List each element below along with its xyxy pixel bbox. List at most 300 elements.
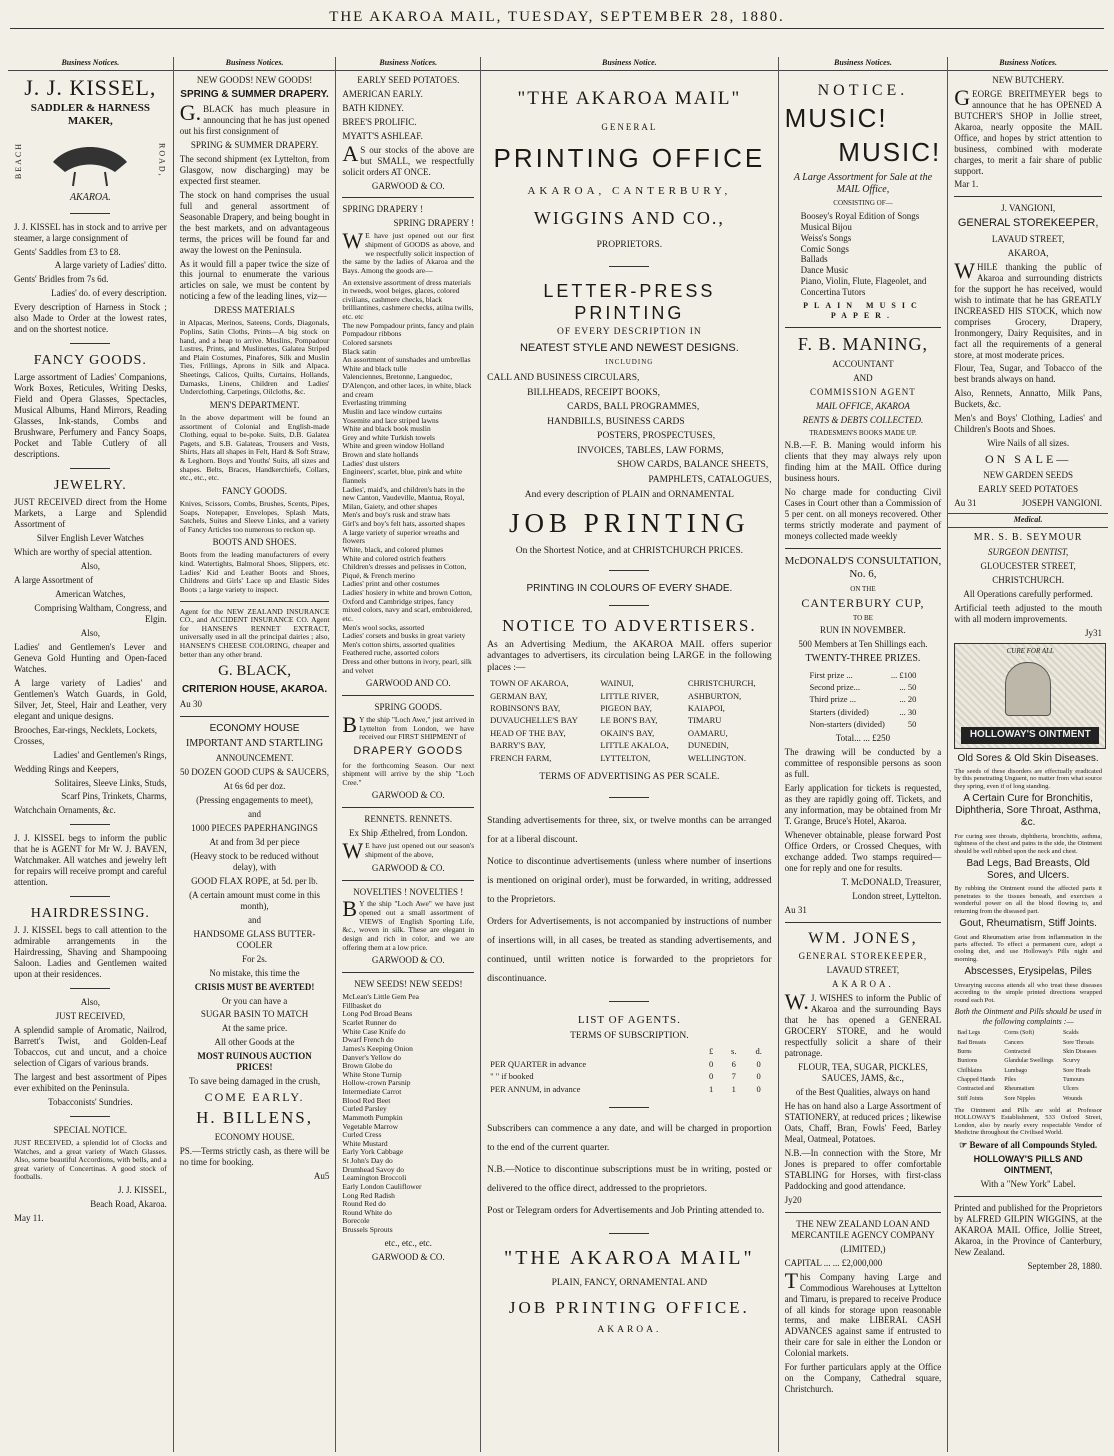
mcdonald-heading: McDONALD'S CONSULTATION, No. 6, xyxy=(784,554,942,581)
akaroa-mail-title: "THE AKAROA MAIL" xyxy=(517,87,742,109)
letterpress-line: OF EVERY DESCRIPTION IN xyxy=(556,327,702,338)
pointing-hand-icon: ☞ xyxy=(959,1139,970,1150)
table-cell: Wounds xyxy=(1062,1095,1083,1102)
billens-name: H. BILLENS, xyxy=(196,1107,314,1127)
season-text: for the forthcoming Season. Our next shipment will arrive by the ship "Loch Cree." xyxy=(342,760,475,787)
table-row xyxy=(807,669,920,681)
table-cell: PIGEON BAY, xyxy=(600,703,652,714)
sundries-text: Tobacconists' Sundries. xyxy=(48,1096,133,1107)
jewelry-line: Which are worthy of special attention. xyxy=(14,547,152,558)
jewelry-line: Solitaires, Sleeve Links, Studs, xyxy=(54,777,167,788)
kissel-title: J. J. KISSEL, xyxy=(24,74,157,100)
maning-charges: No charge made for conducting Civil Cases in Court other than a Commission of 5 per cent. on all moneys recovered. Other terms strictly moderate and payment of moneys collected made weekly xyxy=(784,487,942,541)
printing-list-item: INVOICES, TABLES, LAW FORMS, xyxy=(577,445,724,456)
dress-heading: DRESS MATERIALS xyxy=(214,305,295,316)
table-row xyxy=(954,1057,1102,1066)
table-cell: 0 xyxy=(708,1058,714,1069)
table-cell: Chilblains xyxy=(957,1067,982,1074)
list-item: Feathered ruche, assorted colors xyxy=(342,648,440,658)
kissel-line: A large variety of Ladies' ditto. xyxy=(54,260,167,271)
garwood-sign: GARWOOD & CO. xyxy=(371,955,445,966)
divider xyxy=(70,988,110,989)
table-cell: ROBINSON'S BAY, xyxy=(490,703,561,714)
divider xyxy=(70,343,110,344)
publication-date: September 28, 1880. xyxy=(1027,1260,1102,1271)
akaroa-line: AKAROA, xyxy=(1007,247,1049,258)
list-item: Curled Parsley xyxy=(342,1104,387,1114)
garwood-sign: GARWOOD & CO. xyxy=(371,790,445,801)
table-cell: 50 xyxy=(907,718,917,729)
divider xyxy=(954,196,1102,197)
garwood-intro: WE have just opened out our first shipment of GOODS as above, and we respectfully solicit inspection of the same by the ladies of Akaroa and the Bays. Among the goods are— xyxy=(342,228,475,275)
table-cell: Contracted xyxy=(1004,1049,1031,1056)
list-item: James's Keeping Onion xyxy=(342,1043,413,1053)
sold-text: The Ointment and Pills are sold at Professor HOLLOWAY'S Establishment, 533 Oxford Street, London, also by nearly every respectable Vendor of Medicine throughout the Civilised World. xyxy=(954,1106,1102,1137)
potato-item: AMERICAN EARLY. xyxy=(342,88,423,99)
table-cell: Starters (divided) xyxy=(809,706,869,717)
seated-figure-icon xyxy=(1005,662,1051,716)
fancy-text: Knives, Scissors, Combs, Brushes, Scents, Pipes, Soaps, Notepaper, Envelopes, Splash Mats, Satchels, Suites and Sleeve Links, and a variety of Fancy Articles too numerous to reckon up. xyxy=(179,498,330,534)
seymour-name: MR. S. B. SEYMOUR xyxy=(973,531,1083,543)
table-cell: 1 xyxy=(731,1083,736,1094)
list-item: Yosemite and lace striped lawns xyxy=(342,415,439,425)
list-item: Dance Music xyxy=(800,265,849,276)
loch-awe-text: BY the ship "Loch Awe," just arrived in Lyttelton from London, we have received our FIRST SHIPMENT of xyxy=(342,712,475,742)
complaints-intro: Both the Ointment and Pills should be used in the following complaints :— xyxy=(954,1006,1102,1026)
black-space: As it would fill a paper twice the size of this journal to enumerate the various articles on sale, we must be content by noticing a few of the leading lines, viz— xyxy=(179,258,330,302)
potato-item: MYATT'S ASHLEAF. xyxy=(342,130,423,141)
table-cell: Burns xyxy=(957,1049,972,1056)
table-cell: DUNEDIN, xyxy=(687,740,729,751)
economy-line: GOOD FLAX ROPE, at 5d. per lb. xyxy=(191,875,318,886)
legs-heading: Bad Legs, Bad Breasts, Old Sores, and Ulcers. xyxy=(966,858,1090,882)
divider xyxy=(785,548,942,549)
jewelry-line: Also, xyxy=(80,561,100,572)
on-the-label: ON THE xyxy=(850,584,876,593)
seed-list xyxy=(342,993,474,1235)
divider xyxy=(785,1212,942,1213)
divider xyxy=(342,807,474,808)
breitmeyer-text: GEORGE BREITMEYER begs to announce that he has OPENED A BUTCHER'S SHOP in Jollie street, Akaroa, nearly opposite the MAIL Office, and hopes by strict attention to business, combined with moderate charges, to merit a fair share of public support. xyxy=(954,84,1102,176)
table-row xyxy=(487,714,771,726)
list-of-agents: LIST OF AGENTS. xyxy=(577,1014,681,1027)
table-cell: HEAD OF THE BAY, xyxy=(490,727,566,738)
vangioni-name: J. VANGIONI, xyxy=(1001,203,1056,214)
list-item: Leamington Broccoli xyxy=(342,1173,407,1183)
table-row xyxy=(807,693,920,705)
divider xyxy=(342,972,474,973)
imprint: Printed and published for the Proprietors by ALFRED GILPIN WIGGINS, at the AKAROA MAIL Office, Jollie Street, Akaroa, in the Province of Canterbury, New Zealand. xyxy=(954,1202,1102,1257)
including-label: INCLUDING xyxy=(605,358,654,367)
economy-line: All other Goods at the xyxy=(214,1037,295,1048)
company-further: For further particulars apply at the Office on the Company, Cathedral square, Christchurch. xyxy=(784,1362,942,1395)
ad-date: Mar 1. xyxy=(954,179,979,190)
spring-drapery: SPRING DRAPERY ! xyxy=(342,204,424,215)
rents-collected: RENTS & DEBTS COLLECTED. xyxy=(802,414,924,425)
table-header: d. xyxy=(755,1046,762,1057)
akaroa-line: AKAROA. xyxy=(832,979,894,990)
kissel-line: Gents' Bridles from 7s 6d. xyxy=(14,274,109,285)
books-made-up: TRADESMEN'S BOOKS MADE UP. xyxy=(809,428,917,437)
table-cell: BARRY'S BAY, xyxy=(490,740,546,751)
list-item: Hollow-crown Parsnip xyxy=(342,1078,411,1088)
table-cell: Skin Diseases xyxy=(1062,1049,1097,1056)
company-text: This Company having Large and Commodious Warehouses at Lyttelton and Timaru, is prepared to receive Produce of all kinds for storage upon reasonable terms, and make LIBERAL CASH ADVANCES against same if entrusted to their care for sale in either the London or Colonial markets. xyxy=(784,1267,942,1359)
vangioni-rennets: Also, Rennets, Annatto, Milk Pans, Buckets, &c. xyxy=(954,388,1102,410)
list-item: White and green window Holland xyxy=(342,441,445,451)
dress-text: in Alpacas, Merinos, Sateens, Cords, Diagonals, Poplins, Satin Cloths, Prints—A big stock on hand, and a heap to arrive. Muslins, Pompadour Lustres, Prints, and Muslinettes, Galatea Striped and Plain Costumes, Pinafores, Silk and Muslin Ties, Frillings, Aprons in Silk and Alpaca. Sheetings, Calicos, Quilts, Curtains, Hollands, Damasks, Linens, Children and Ladies' Underclothing, Carpetings, Oilcloths, &c. xyxy=(179,318,330,397)
saddle-illustration-icon xyxy=(45,132,135,188)
table-cell: Bad Legs xyxy=(957,1030,981,1037)
kissel-intro: J. J. KISSEL has in stock and to arrive per steamer, a large consignment of xyxy=(14,221,167,243)
divider xyxy=(70,824,110,825)
treasurer-sign: T. McDONALD, Treasurer, xyxy=(841,876,942,887)
potato-item: BREE'S PROLIFIC. xyxy=(342,116,417,127)
column-4 xyxy=(481,57,778,1452)
spring-drapery-heading: SPRING & SUMMER DRAPERY. xyxy=(180,88,329,100)
table-row xyxy=(954,1076,1102,1085)
table-cell: ... 30 xyxy=(899,706,917,717)
ad-date: May 11. xyxy=(14,1212,44,1223)
table-cell: Stiff Joints xyxy=(957,1095,984,1102)
potato-item: BATH KIDNEY. xyxy=(342,102,404,113)
kissel-subtitle: SADDLER & HARNESS MAKER, xyxy=(30,101,150,127)
notice-heading: NOTICE. xyxy=(817,81,909,99)
kissel-harness: Every description of Harness in Stock ; also Made to Order at the lowest rates, and on the shortest notice. xyxy=(14,302,167,335)
gout-heading: Gout, Rheumatism, Stiff Joints. xyxy=(959,918,1097,930)
table-row xyxy=(487,1083,771,1095)
jones-storekeeper: GENERAL STOREKEEPER, xyxy=(798,951,928,962)
table-cell: Glandular Swellings xyxy=(1004,1058,1054,1065)
black-name: G. BLACK, xyxy=(218,663,292,680)
table-cell: 6 xyxy=(731,1058,736,1069)
table-cell: Bad Breasts xyxy=(957,1039,987,1046)
list-item: White Mustard xyxy=(342,1138,388,1148)
insurance-agent: Agent for the NEW ZEALAND INSURANCE CO., and ACCIDENT INSURANCE CO. Agent for HANSEN'S RENNET EXTRACT, universally used in all the principal dairies ; also, HANSEN'S CHEESE COLORING, cheaper and better than any other brand. xyxy=(179,606,330,659)
garden-seeds: NEW GARDEN SEEDS xyxy=(983,469,1074,480)
table-cell: 1 xyxy=(708,1083,714,1094)
table-header: £ xyxy=(708,1046,714,1057)
list-item: Girl's and boy's felt hats, assorted shapes xyxy=(342,519,465,529)
akaroa-mail-title-2: "THE AKAROA MAIL" xyxy=(504,1246,755,1269)
ad-date: Jy31 xyxy=(1084,627,1102,638)
printing-list-item: CALL AND BUSINESS CIRCULARS, xyxy=(487,372,640,383)
table-cell: ... £100 xyxy=(890,669,917,680)
list-item: Colored sarsnets xyxy=(342,337,393,347)
list-item: White Stone Turnip xyxy=(342,1069,402,1079)
sores-heading: Old Sores & Old Skin Diseases. xyxy=(957,752,1099,764)
list-item: Brown Globe do xyxy=(342,1061,393,1071)
divider xyxy=(180,716,330,717)
circulation-table xyxy=(487,677,771,764)
divider xyxy=(609,797,649,798)
list-item: Musical Bijou xyxy=(800,221,852,232)
just-received: JUST RECEIVED, xyxy=(55,1011,126,1022)
economy-line: At the same price. xyxy=(221,1023,288,1034)
neatest-line: NEATEST STYLE AND NEWEST DESIGNS. xyxy=(519,342,739,355)
table-cell: First prize ... xyxy=(809,669,853,680)
list-item: Everlasting trimming xyxy=(342,398,407,408)
garwood-stocks: AS our stocks of the above are but SMALL, we respectfully solicit orders AT ONCE. xyxy=(342,140,475,177)
and-label: AND xyxy=(853,372,873,383)
list-item: Scarlet Runner do xyxy=(342,1018,397,1028)
limited-label: (LIMITED,) xyxy=(840,1243,886,1254)
list-item: Borecole xyxy=(342,1216,370,1226)
list-item: St John's Day do xyxy=(342,1156,393,1166)
list-item: White and colored ostrich feathers xyxy=(342,553,446,563)
table-row xyxy=(487,727,771,739)
notice-advertisers-heading: NOTICE TO ADVERTISERS. xyxy=(502,615,757,635)
fancy-goods-title: FANCY GOODS. xyxy=(33,353,147,369)
column-3 xyxy=(336,57,481,1452)
divider xyxy=(70,468,110,469)
list-item: Brown and slate hollands xyxy=(342,450,419,460)
on-sale-heading: ON SALE— xyxy=(984,452,1072,467)
jewelry-line: Silver English Lever Watches xyxy=(36,533,144,544)
subscribers-text: Subscribers can commence a any date, and will be charged in proportion to the end of the current quarter. xyxy=(487,1123,772,1153)
novelties-text: BY the ship "Loch Awe" we have just opened out a small assortment of VIEWS of English Sporting Life, &c., woven in silk. These are elegant in design and rich in color, and we are offering them at a low price. xyxy=(342,896,475,952)
mail-office: MAIL OFFICE, AKAROA xyxy=(815,400,910,411)
cigars-text: A splendid sample of Aromatic, Nailrod, Barrett's Twist, and Golden-Leaf Tobaccos, cut and uncut, and a choice selection of Cigars of various brands. xyxy=(14,1025,167,1069)
general-storekeeper: GENERAL STOREKEEPER, xyxy=(957,217,1099,230)
economy-line: To save being damaged in the crush, xyxy=(189,1076,321,1087)
etc-line: etc., etc., etc. xyxy=(384,1237,432,1248)
rennets-text: WE have just opened out our season's shipment of the above, xyxy=(342,838,475,864)
black-intro: G.BLACK has much pleasure in announcing that he has just opened out his first consignment of xyxy=(179,99,330,136)
table-cell: Lumbago xyxy=(1004,1067,1028,1074)
table-row xyxy=(487,739,771,751)
gloucester-street: GLOUCESTER STREET, xyxy=(980,560,1076,571)
job-printing-office: JOB PRINTING OFFICE. xyxy=(508,1297,750,1317)
economy-line: (A certain amount must come in this month), xyxy=(189,889,321,911)
table-cell: DUVAUCHELLE'S BAY xyxy=(490,715,578,726)
table-cell: OKAIN'S BAY, xyxy=(600,727,655,738)
table-cell: WELLINGTON. xyxy=(687,752,747,763)
also-line: Also, xyxy=(80,997,100,1008)
list-item: Comic Songs xyxy=(800,243,849,254)
mens-heading: MEN'S DEPARTMENT. xyxy=(209,399,300,410)
column-header: Business Notices. xyxy=(948,57,1108,71)
post-text: Post or Telegram orders for Advertisements and Job Printing attended to. xyxy=(487,1205,765,1216)
table-cell: ... 20 xyxy=(899,694,917,705)
list-item: Danver's Yellow do xyxy=(342,1052,402,1062)
jones-best: of the Best Qualities, always on hand xyxy=(795,1087,931,1098)
table-cell: Bunions xyxy=(957,1058,978,1065)
column-6 xyxy=(948,57,1108,1452)
column-2 xyxy=(174,57,337,1452)
garwood-sign: GARWOOD & CO. xyxy=(371,862,445,873)
job-printing-heading: JOB PRINTING xyxy=(508,508,750,539)
table-cell: Third prize ... xyxy=(809,694,857,705)
table-cell: Corns (Soft) xyxy=(1004,1030,1035,1037)
beware-line xyxy=(954,1140,1102,1151)
prize-table xyxy=(807,669,920,731)
jones-stabling: N.B.—In connection with the Store, Mr Jones is prepared to offer comfortable STABLING for Horses, with first-class Paddocking and good attendance. xyxy=(784,1147,942,1191)
list-item: White and black book muslin xyxy=(342,424,431,434)
drapery-goods-heading: DRAPERY GOODS xyxy=(353,745,464,758)
list-item: White Case Knife do xyxy=(342,1026,406,1036)
economy-line: For 2s. xyxy=(242,953,268,964)
column-5 xyxy=(779,57,949,1452)
jewelry-title: JEWELRY. xyxy=(54,478,127,494)
special-notice-text: JUST RECEIVED, a splendid lot of Clocks and Watches, and a great variety of Watch Glasses. Also, some beautiful Accordions, with bells, and a great variety of Concertinas. A good stock of footballs. xyxy=(14,1137,167,1182)
table-row xyxy=(487,677,771,689)
important-heading: IMPORTANT AND STARTLING xyxy=(186,737,324,749)
list-item: Ladies' print and other costumes xyxy=(342,579,440,589)
list-item: Blood Red Beet xyxy=(342,1095,391,1105)
table-row xyxy=(954,1048,1102,1057)
pipes-text: The largest and best assortment of Pipes ever exhibited on the Peninsula. xyxy=(14,1072,167,1093)
table-row xyxy=(487,1045,771,1057)
abscesses-text: Unvarying success attends all who treat these diseases according to the simple printed directions wrapped round each Pot. xyxy=(954,981,1102,1004)
list-item: A large variety of superior wreaths and flowers xyxy=(342,527,460,546)
list-item: Fillbasket do xyxy=(342,1000,382,1010)
jones-intro: W.J. WISHES to inform the Public of Akaroa and the surrounding Bays that he has opened a GENERAL GROCERY STORE, and he would respectfully solicit a share of their patronage. xyxy=(784,989,942,1059)
general-label: GENERAL xyxy=(601,121,658,132)
to-be-label: TO BE xyxy=(852,613,873,622)
jewelry-line: Ladies' and Gentlemen's Rings, xyxy=(53,749,167,760)
table-row xyxy=(487,1070,771,1082)
spring-drapery-line: SPRING & SUMMER DRAPERY. xyxy=(190,139,319,150)
column-header: Business Notices. xyxy=(779,57,948,71)
divider xyxy=(609,570,649,571)
masthead: THE AKAROA MAIL, TUESDAY, SEPTEMBER 28, 1880. xyxy=(329,9,785,25)
jewelry-line: Brooches, Ear-rings, Necklets, Lockets, Crosses, xyxy=(14,724,158,746)
bronchitis-text: For curing sore throats, diphtheria, bronchitis, asthma, tightness of the chest and pains in the side, the Ointment should be well rubbed upon the neck and chest. xyxy=(954,832,1102,855)
commission-agent: COMMISSION AGENT xyxy=(810,386,916,397)
fancy-heading: FANCY GOODS. xyxy=(222,485,288,496)
divider xyxy=(180,601,330,602)
jones-stationery: He has on hand also a Large Assortment of STATIONERY, at reduced prices ; likewise Oats, Chaff, Bran, Fowls' Feed, Barley Meal, Oatmeal, Potatoes. xyxy=(784,1101,942,1144)
maning-nb: N.B.—F. B. Maning would inform his clients that they may always rely upon finding him at the MAIL Office during business hours. xyxy=(784,440,942,484)
list-item: Grey and white Turkish towels xyxy=(342,432,435,442)
drapery-list xyxy=(342,279,474,676)
column-header: Business Notice. xyxy=(481,57,777,71)
column-header: Business Notices. xyxy=(8,57,173,71)
table-cell: CHRISTCHURCH, xyxy=(687,678,756,689)
table-cell: PER ANNUM, in advance xyxy=(490,1083,581,1094)
terms-line: TERMS OF ADVERTISING AS PER SCALE. xyxy=(539,771,720,782)
signature-address: Beach Road, Akaroa. xyxy=(90,1198,167,1209)
post-office-orders: Whenever obtainable, please forward Post Office Orders, or Crossed Cheques, with exchange added. Two stamps required—one for reply and one for results. xyxy=(784,830,942,873)
vangioni-flour: Flour, Tea, Sugar, and Tobacco of the best brands always on hand. xyxy=(954,363,1102,385)
list-item: Boosey's Royal Edition of Songs xyxy=(800,210,920,221)
ad-date: Au 30 xyxy=(179,698,202,709)
vangioni-sign-row xyxy=(954,498,1102,509)
economy-line: At and from 3d per piece xyxy=(209,836,300,847)
spring-goods-heading: SPRING GOODS. xyxy=(374,702,443,713)
economy-line: 50 DOZEN GOOD CUPS & SAUCERS, xyxy=(180,767,330,778)
economy-line: Or you can have a xyxy=(221,995,288,1006)
list-item: Long Red Radish xyxy=(342,1190,395,1200)
table-cell: WAINUI, xyxy=(600,678,634,689)
christchurch-line: CHRISTCHURCH. xyxy=(992,574,1065,585)
subscription-terms: TERMS OF SUBSCRIPTION. xyxy=(570,1030,689,1041)
kissel-line: Gents' Saddles from £3 to £8. xyxy=(14,246,121,257)
masthead-rule xyxy=(10,28,1104,29)
list-item: Early York Cabbage xyxy=(342,1147,404,1157)
lavaud-street: LAVAUD STREET, xyxy=(991,233,1065,244)
economy-line: and xyxy=(248,914,262,925)
table-cell: LITTLE RIVER, xyxy=(600,690,659,701)
criterion-house: CRITERION HOUSE, AKAROA. xyxy=(181,683,328,695)
list-item: Mammoth Pumpkin xyxy=(342,1112,403,1122)
divider xyxy=(70,213,110,214)
jewelry-line: Scarf Pins, Trinkets, Charms, xyxy=(61,791,167,802)
spring-drapery: SPRING DRAPERY ! xyxy=(393,218,475,229)
table-row xyxy=(487,702,771,714)
table-cell: GERMAN BAY, xyxy=(490,690,548,701)
surgeon-dentist: SURGEON DENTIST, xyxy=(987,546,1069,557)
divider xyxy=(342,695,474,696)
jewelry-line: Ladies' and Gentlemen's Lever and Geneva Gold Hunting and Open-faced Watches. xyxy=(14,641,167,674)
economy-line: 1000 PIECES PAPERHANGINGS xyxy=(191,822,318,833)
medical-header: Medical. xyxy=(948,513,1108,528)
new-butchery-heading: NEW BUTCHERY. xyxy=(992,74,1064,85)
column-header: Business Notices. xyxy=(336,57,480,71)
sores-text: The seeds of these disorders are effectually eradicated by this penetrating Unguent, no matter from what source they spring, even if of long standing. xyxy=(954,767,1102,790)
jewelry-text: JUST RECEIVED direct from the Home Markets, a Large and Splendid Assortment of xyxy=(14,497,167,530)
jewelry-line: A large Assortment of xyxy=(14,575,94,586)
hairdressing-text: J. J. KISSEL begs to call attention to the admirable arrangements in the Hairdressing, Shaving and Shampooing Saloon. Ladies and Gentlemen waited upon at their residences. xyxy=(14,925,167,980)
beach-label: BEACH xyxy=(14,141,23,179)
agent-notice: J. J. KISSEL begs to inform the public that he is AGENT for Mr W. J. BAVEN, Watchmaker. All watches and jewelry left for repairs will receive prompt and careful attention. xyxy=(14,833,167,888)
column-header: Business Notices. xyxy=(174,57,336,71)
table-cell: Sore Nipples xyxy=(1004,1095,1036,1102)
divider xyxy=(609,1001,649,1002)
list-item: Curled Cress xyxy=(342,1130,382,1140)
printing-list-item: POSTERS, PROSPECTUSES, xyxy=(597,431,716,442)
table-row xyxy=(487,690,771,702)
column-1 xyxy=(8,57,174,1452)
place-line: AKAROA, CANTERBURY, xyxy=(527,184,732,197)
columns xyxy=(8,57,1108,1452)
holloway-pills: HOLLOWAY'S PILLS AND OINTMENT, xyxy=(973,1153,1083,1175)
table-cell: PER QUARTER in advance xyxy=(490,1058,587,1069)
table-row xyxy=(807,681,920,693)
table-row xyxy=(954,1085,1102,1094)
printing-office-heading: PRINTING OFFICE xyxy=(493,142,766,173)
divider xyxy=(609,266,649,267)
table-row xyxy=(807,718,920,730)
list-item: McLean's Little Gem Pea xyxy=(342,992,419,1002)
table-cell: TIMARU xyxy=(687,715,722,726)
complaints-table xyxy=(954,1029,1102,1104)
table-cell: Rheumatism xyxy=(1004,1086,1035,1093)
orders-text: Orders for Advertisements, is not accompanied by instructions of number of insertions will, in all cases, be treated as standing advertisements, and continued, until written notice is forwarded to the proprietors for discontinuance. xyxy=(487,917,772,985)
gout-text: Gout and Rheumatism arise from inflammation in the parts affected. To effect a permanent cure, adopt a cooling diet, and use Holloway's Pills night and morning. xyxy=(954,933,1102,963)
economy-line: At 6s 6d per doz. xyxy=(223,781,286,792)
bronchitis-heading: A Certain Cure for Bronchitis, Diphtheria, Sore Throat, Asthma, &c. xyxy=(955,793,1101,829)
list-item: Children's dresses and pelisses in Cotton, Piqué, & French merino xyxy=(342,562,467,580)
discontinue-text: Notice to discontinue advertisements (unless where number of insertions is mentioned on original order), must be forwarded, in writing, addressed to the Proprietors. xyxy=(487,857,772,906)
table-cell: FRENCH FARM, xyxy=(490,752,552,763)
table-cell: Piles xyxy=(1004,1077,1016,1084)
come-early: COME EARLY. xyxy=(204,1090,305,1105)
ad-date: Au 31 xyxy=(954,497,977,508)
divider xyxy=(609,605,649,606)
list-item: Piano, Violin, Flute, Flageolet, and Concertina Tutors xyxy=(800,276,927,298)
vangioni-sign: JOSEPH VANGIONI. xyxy=(1021,497,1102,508)
jewelry-line: Watchchain Ornaments, &c. xyxy=(14,805,116,816)
list-item: Ladies' corsets and busks in great variety xyxy=(342,631,466,641)
printing-list-item: CARDS, BALL PROGRAMMES, xyxy=(567,402,700,413)
table-cell: Cancers xyxy=(1004,1039,1024,1046)
table-cell: LITTLE AKALOA, xyxy=(600,740,669,751)
advertising-medium-text: As an Advertising Medium, the AKAROA MAIL offers superior advantages to advertisers, its circulation being LARGE in the following places :— xyxy=(487,639,772,673)
new-seeds-heading: NEW SEEDS! NEW SEEDS! xyxy=(354,979,463,990)
jewelry-line: American Watches, xyxy=(55,588,126,599)
